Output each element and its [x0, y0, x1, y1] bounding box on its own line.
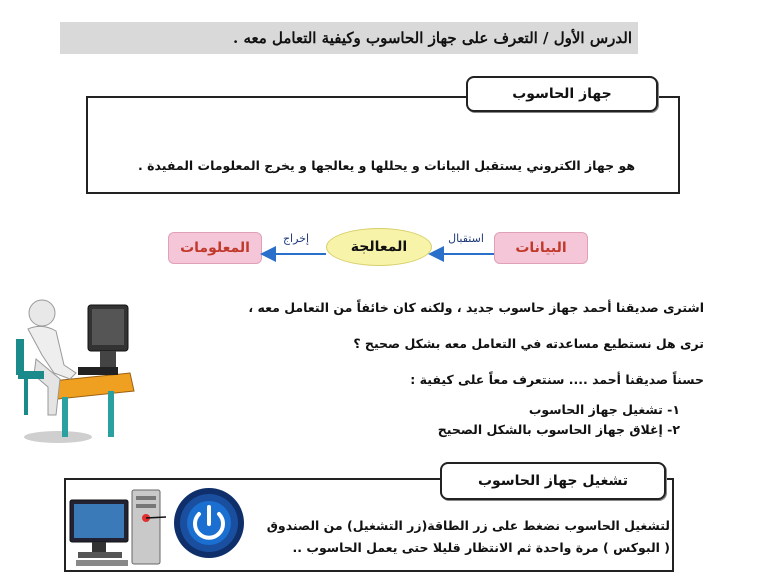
page-title: الدرس الأول / التعرف على جهاز الحاسوب وكيفية التعامل معه . [60, 22, 638, 54]
flow-data-pill: البيانات [494, 232, 588, 264]
flow-information-pill: المعلومات [168, 232, 262, 264]
flow-processing-pill: المعالجة [326, 228, 432, 266]
flow-arrows [160, 240, 600, 270]
flow-receive-label: استقبال [448, 232, 484, 245]
flow-output-label: إخراج [282, 232, 310, 245]
definition-text: هو جهاز الكتروني يستقبل البيانات و يحللها و يعالجها و يخرج المعلومات المفيدة . [138, 158, 635, 173]
story-line-3: حسناً صديقنا أحمد .... سنتعرف معاً على كيفية : [410, 372, 704, 387]
desktop-computer-icon [66, 486, 166, 568]
startup-line-1: لتشغيل الحاسوب نضغط على زر الطاقة(زر التشغيل) من الصندوق [266, 518, 670, 533]
story-item-1: ١- تشغيل جهاز الحاسوب [528, 402, 680, 417]
definition-label: جهاز الحاسوب [466, 76, 658, 112]
story-item-2: ٢- إغلاق جهاز الحاسوب بالشكل الصحيح [437, 422, 680, 437]
person-at-computer-icon [12, 295, 136, 445]
story-line-1: اشترى صديقنا أحمد جهاز حاسوب جديد ، ولكنه كان خائفاً من التعامل معه ، [248, 300, 704, 315]
startup-line-2: ( البوكس ) مرة واحدة ثم الانتظار قليلا حتى يعمل الحاسوب .. [292, 540, 670, 555]
story-line-2: ترى هل نستطيع مساعدته في التعامل معه بشكل صحيح ؟ [353, 336, 704, 351]
startup-label: تشغيل جهاز الحاسوب [440, 462, 666, 500]
power-button-icon [172, 486, 246, 560]
